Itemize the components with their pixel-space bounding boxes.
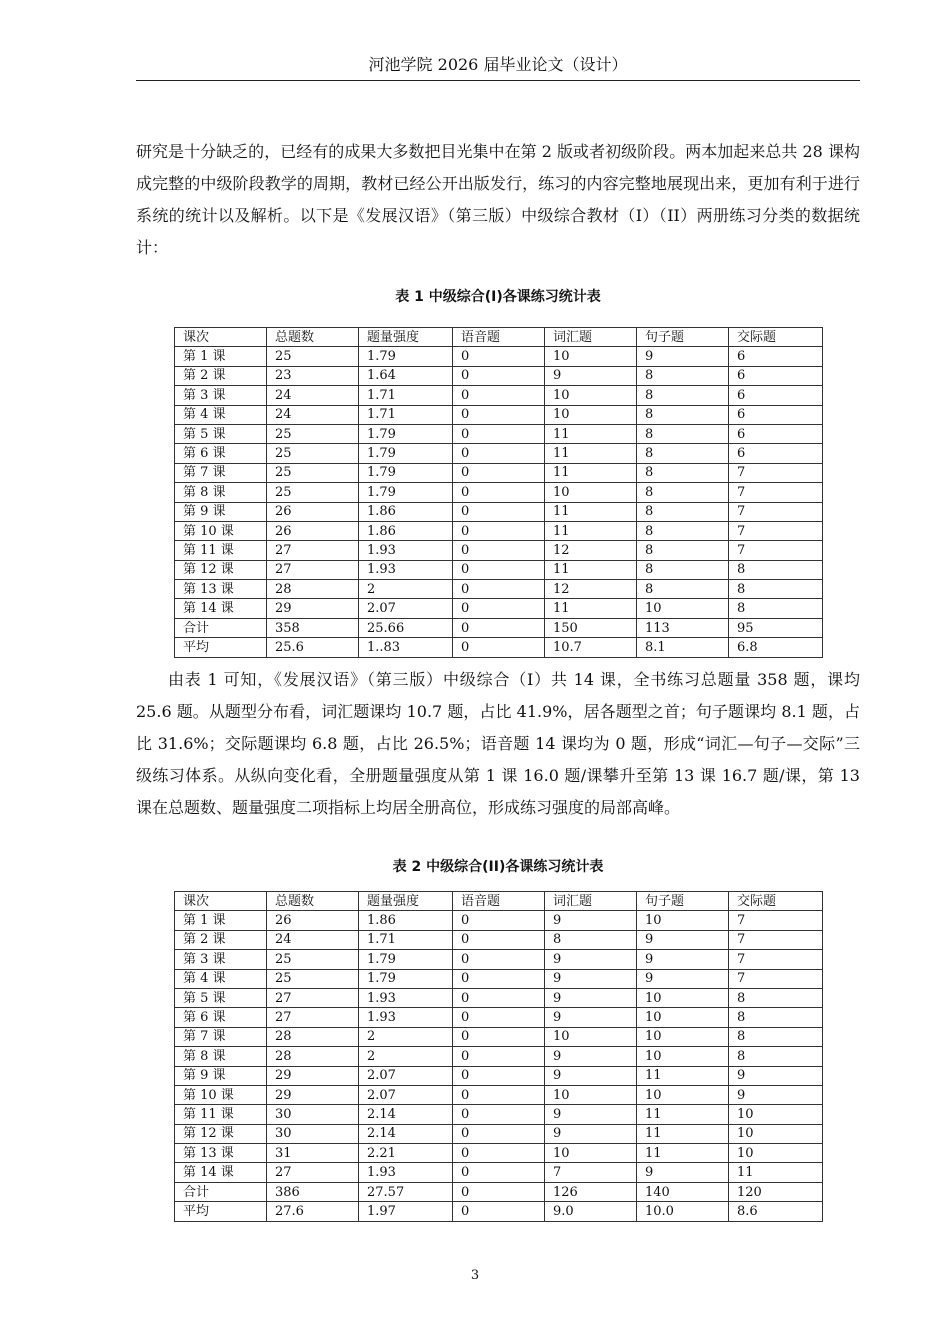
table-cell: 8 [729,560,823,579]
table-cell: 1.93 [359,1008,453,1027]
table-cell: 8 [637,444,729,463]
table-cell: 9 [545,1124,637,1143]
table-cell: 8 [729,1008,823,1027]
table-row [175,618,823,637]
table-cell: 10 [545,1027,637,1046]
table-cell: 第 6 课 [175,1008,267,1027]
table-cell: 第 1 课 [175,347,267,366]
table-cell: 25.6 [267,638,359,657]
table-cell: 10 [545,1144,637,1163]
table-cell: 1.79 [359,347,453,366]
table-cell: 27 [267,560,359,579]
table-cell: 11 [637,1124,729,1143]
table-cell: 1.86 [359,521,453,540]
table1 [174,327,823,658]
table-cell: 10 [729,1124,823,1143]
table-cell: 9 [545,1105,637,1124]
table-cell: 8 [637,560,729,579]
header-cell: 总题数 [267,328,359,347]
table-cell: 95 [729,618,823,637]
table-row [175,988,823,1007]
table-cell: 0 [453,618,545,637]
table-cell: 27.57 [359,1182,453,1201]
table-cell: 2.14 [359,1105,453,1124]
table-cell: 11 [545,463,637,482]
table-row [175,1202,823,1221]
table-cell: 8 [637,405,729,424]
table-cell: 0 [453,1008,545,1027]
table-cell: 第 4 课 [175,405,267,424]
table-cell: 第 14 课 [175,1163,267,1182]
table-cell: 29 [267,599,359,618]
table-cell: 120 [729,1182,823,1201]
table-cell: 1.86 [359,502,453,521]
table-cell: 第 2 课 [175,930,267,949]
table-cell: 0 [453,988,545,1007]
table-cell: 1.64 [359,366,453,385]
table-cell: 11 [637,1066,729,1085]
table-row [175,638,823,657]
table-cell: 10 [729,1105,823,1124]
table-cell: 6 [729,347,823,366]
table-cell: 29 [267,1085,359,1104]
table-cell: 0 [453,366,545,385]
table-cell: 1.79 [359,444,453,463]
table-cell: 第 14 课 [175,599,267,618]
table-row [175,1105,823,1124]
header-cell: 语音题 [453,328,545,347]
table-cell: 0 [453,405,545,424]
table-cell: 第 11 课 [175,541,267,560]
table-cell: 7 [729,969,823,988]
table-cell: 6 [729,444,823,463]
table-cell: 2.21 [359,1144,453,1163]
table-cell: 9 [545,1066,637,1085]
table-cell: 第 3 课 [175,950,267,969]
table-cell: 10 [637,911,729,930]
table-cell: 9 [545,1008,637,1027]
table-cell: 28 [267,580,359,599]
table-cell: 386 [267,1182,359,1201]
header-cell: 题量强度 [359,892,453,911]
table-cell: 25 [267,444,359,463]
table-cell: 8 [637,386,729,405]
table-cell: 第 5 课 [175,988,267,1007]
table-cell: 第 5 课 [175,424,267,443]
table-cell: 9 [545,950,637,969]
table-cell: 9 [545,1047,637,1066]
table-row [175,347,823,366]
table-cell: 第 10 课 [175,521,267,540]
table-header-row [175,328,823,347]
table-cell: 10 [545,347,637,366]
table-cell: 8 [729,1047,823,1066]
table-cell: 11 [637,1105,729,1124]
table-cell: 第 9 课 [175,502,267,521]
analysis-paragraph: 由表 1 可知，《发展汉语》（第三版）中级综合（Ⅰ）共 14 课，全书练习总题量 358 题，课均 25.6 题。从题型分布看，词汇题课均 10.7 题，占比 41.9%，居各题型之首；句子题课均 8.1 题，占比 31.6%；交际题课均 6.8 题，占比 26.5%；语音题 14 课均为 0 题，形成“词汇—句子—交际”三级练习体系。从纵向变化看，全册题量强度从第 1 课 16.0 题/课攀升至第 13 课 16.7 题/课，第 13 课在总题数、题量强度二项指标上均居全册高位，形成练习强度的局部高峰。 [136,670,860,817]
table-cell: 26 [267,911,359,930]
table-cell: 24 [267,930,359,949]
table-cell: 8 [637,463,729,482]
table-cell: 1.97 [359,1202,453,1221]
table2-caption: 表 2 中级综合(II)各课练习统计表 [392,859,604,875]
table-row [175,1124,823,1143]
table-cell: 10 [637,1085,729,1104]
table-cell: 0 [453,580,545,599]
table-cell: 7 [729,521,823,540]
table-cell: 第 7 课 [175,463,267,482]
table-cell: 12 [545,541,637,560]
table-cell: 0 [453,638,545,657]
table-cell: 第 12 课 [175,560,267,579]
table-cell: 8 [637,424,729,443]
table-cell: 26 [267,521,359,540]
table-cell: 150 [545,618,637,637]
table-cell: 29 [267,1066,359,1085]
table-cell: 12 [545,580,637,599]
table-cell: 25.66 [359,618,453,637]
table-row [175,521,823,540]
intro-paragraph: 研究是十分缺乏的，已经有的成果大多数把目光集中在第 2 版或者初级阶段。两本加起来总共 28 课构成完整的中级阶段教学的周期，教材已经公开出版发行，练习的内容完整地展现出来，更加有利于进行系统的统计以及解析。以下是《发展汉语》（第三版）中级综合教材（I）（II）两册练习分类的数据统计： [136,142,860,257]
table-cell: 25 [267,424,359,443]
table-cell: 6 [729,405,823,424]
table-cell: 11 [545,502,637,521]
table-cell: 7 [729,463,823,482]
table-cell: 0 [453,502,545,521]
table-cell: 2.14 [359,1124,453,1143]
table-cell: 0 [453,560,545,579]
table-cell: 8 [637,366,729,385]
table-cell: 8 [729,580,823,599]
table-cell: 0 [453,1182,545,1201]
table-cell: 7 [729,483,823,502]
table-header-row [175,892,823,911]
table-cell: 11 [545,424,637,443]
table-cell: 1.71 [359,405,453,424]
table-cell: 0 [453,1027,545,1046]
table-cell: 28 [267,1047,359,1066]
table-cell: 27 [267,988,359,1007]
table-cell: 2.07 [359,1085,453,1104]
table-cell: 10 [637,1008,729,1027]
header-cell: 句子题 [637,892,729,911]
table-cell: 8 [545,930,637,949]
table-cell: 7 [729,502,823,521]
table-cell: 0 [453,599,545,618]
table-cell: 10 [729,1144,823,1163]
table-cell: 第 8 课 [175,1047,267,1066]
table-cell: 7 [545,1163,637,1182]
header-cell: 词汇题 [545,328,637,347]
table-cell: 27 [267,1163,359,1182]
table-cell: 0 [453,483,545,502]
running-header: 河池学院 2026 届毕业论文（设计） [136,52,860,81]
table-row [175,1066,823,1085]
table-row [175,405,823,424]
table-cell: 9 [545,366,637,385]
table-cell: 0 [453,930,545,949]
table-row [175,969,823,988]
table-cell: 1.79 [359,424,453,443]
table-row [175,1144,823,1163]
table-cell: 第 6 课 [175,444,267,463]
table-cell: 27 [267,541,359,560]
table-cell: 0 [453,1202,545,1221]
table-cell: 0 [453,969,545,988]
table-cell: 9 [637,969,729,988]
table-cell: 25 [267,950,359,969]
table-cell: 24 [267,386,359,405]
table-cell: 0 [453,521,545,540]
table-cell: 9.0 [545,1202,637,1221]
table-cell: 1..83 [359,638,453,657]
table-row [175,444,823,463]
table-cell: 24 [267,405,359,424]
table-cell: 平均 [175,1202,267,1221]
table-cell: 第 13 课 [175,580,267,599]
table-cell: 1.79 [359,969,453,988]
table-cell: 第 2 课 [175,366,267,385]
table-cell: 第 3 课 [175,386,267,405]
table-row [175,1163,823,1182]
table-cell: 合计 [175,618,267,637]
table-cell: 9 [545,988,637,1007]
table-cell: 0 [453,1144,545,1163]
table-cell: 0 [453,1066,545,1085]
page-number: 3 [470,1268,480,1283]
table-cell: 1.93 [359,541,453,560]
table-row [175,1047,823,1066]
table-cell: 9 [545,969,637,988]
table-row [175,1008,823,1027]
table-row [175,1085,823,1104]
table-cell: 9 [637,1163,729,1182]
table-cell: 10 [545,1085,637,1104]
table-row [175,483,823,502]
header-cell: 交际题 [729,892,823,911]
table-cell: 2 [359,580,453,599]
table-cell: 0 [453,386,545,405]
table-cell: 1.93 [359,560,453,579]
table-cell: 9 [637,950,729,969]
table-cell: 1.93 [359,988,453,1007]
table-cell: 27.6 [267,1202,359,1221]
table-cell: 8 [637,521,729,540]
table-cell: 9 [637,930,729,949]
table-cell: 8 [637,541,729,560]
table-cell: 27 [267,1008,359,1027]
table-cell: 358 [267,618,359,637]
table-row [175,1027,823,1046]
table-cell: 8 [637,483,729,502]
table-cell: 11 [637,1144,729,1163]
table-cell: 10 [637,1047,729,1066]
table-cell: 30 [267,1124,359,1143]
table-cell: 140 [637,1182,729,1201]
table-cell: 1.93 [359,1163,453,1182]
table-cell: 11 [545,560,637,579]
table-cell: 1.79 [359,483,453,502]
header-cell: 题量强度 [359,328,453,347]
table-cell: 8 [637,502,729,521]
table-cell: 10.7 [545,638,637,657]
table-cell: 25 [267,347,359,366]
table-cell: 25 [267,483,359,502]
header-cell: 课次 [175,328,267,347]
table-cell: 合计 [175,1182,267,1201]
table-cell: 10 [545,405,637,424]
table-row [175,541,823,560]
table-row [175,930,823,949]
header-cell: 交际题 [729,328,823,347]
table-cell: 31 [267,1144,359,1163]
table-cell: 0 [453,347,545,366]
table-cell: 113 [637,618,729,637]
table-row [175,463,823,482]
table-cell: 10 [637,1027,729,1046]
table-cell: 第 11 课 [175,1105,267,1124]
table-cell: 10 [545,483,637,502]
table-cell: 第 12 课 [175,1124,267,1143]
header-cell: 词汇题 [545,892,637,911]
table-cell: 28 [267,1027,359,1046]
table-cell: 10 [637,988,729,1007]
header-cell: 总题数 [267,892,359,911]
table-cell: 1.79 [359,950,453,969]
table-cell: 0 [453,1124,545,1143]
header-cell: 句子题 [637,328,729,347]
table-cell: 8.6 [729,1202,823,1221]
table-cell: 10 [545,386,637,405]
table-cell: 25 [267,463,359,482]
table-cell: 2 [359,1027,453,1046]
table-cell: 10 [637,599,729,618]
table-row [175,560,823,579]
table-cell: 26 [267,502,359,521]
table-cell: 0 [453,950,545,969]
table-cell: 9 [729,1066,823,1085]
table-cell: 7 [729,541,823,560]
table-cell: 1.86 [359,911,453,930]
table-row [175,580,823,599]
table-cell: 6.8 [729,638,823,657]
table-cell: 第 13 课 [175,1144,267,1163]
table-cell: 0 [453,1085,545,1104]
table-cell: 10.0 [637,1202,729,1221]
table-row [175,599,823,618]
table-row [175,424,823,443]
table-row [175,911,823,930]
table-cell: 平均 [175,638,267,657]
table-cell: 2.07 [359,599,453,618]
table-row [175,1182,823,1201]
table-cell: 11 [545,599,637,618]
table-cell: 7 [729,911,823,930]
table-cell: 8 [729,599,823,618]
table-cell: 第 4 课 [175,969,267,988]
table-cell: 9 [637,347,729,366]
table-cell: 6 [729,366,823,385]
table-row [175,950,823,969]
header-cell: 课次 [175,892,267,911]
table-cell: 1.79 [359,463,453,482]
table-cell: 7 [729,930,823,949]
table-cell: 第 9 课 [175,1066,267,1085]
table-cell: 2.07 [359,1066,453,1085]
table-cell: 30 [267,1105,359,1124]
table-cell: 1.71 [359,386,453,405]
table-cell: 7 [729,950,823,969]
table-cell: 25 [267,969,359,988]
table-cell: 0 [453,1105,545,1124]
table-cell: 0 [453,424,545,443]
table-cell: 11 [729,1163,823,1182]
table-cell: 6 [729,386,823,405]
table-cell: 126 [545,1182,637,1201]
table-cell: 第 8 课 [175,483,267,502]
table-cell: 0 [453,444,545,463]
table-row [175,502,823,521]
table-cell: 2 [359,1047,453,1066]
table-cell: 23 [267,366,359,385]
table-cell: 9 [729,1085,823,1104]
table-cell: 8 [637,580,729,599]
table-cell: 0 [453,1047,545,1066]
table-cell: 0 [453,911,545,930]
table-cell: 第 10 课 [175,1085,267,1104]
table-cell: 8.1 [637,638,729,657]
table-cell: 11 [545,444,637,463]
table-row [175,386,823,405]
table-cell: 0 [453,541,545,560]
table-cell: 11 [545,521,637,540]
header-cell: 语音题 [453,892,545,911]
table-cell: 第 7 课 [175,1027,267,1046]
table-cell: 9 [545,911,637,930]
table-cell: 8 [729,1027,823,1046]
table-cell: 第 1 课 [175,911,267,930]
table1-caption: 表 1 中级综合(I)各课练习统计表 [395,289,601,305]
table-row [175,366,823,385]
table-cell: 8 [729,988,823,1007]
table-cell: 0 [453,1163,545,1182]
table-cell: 0 [453,463,545,482]
table-cell: 6 [729,424,823,443]
table2 [174,891,823,1222]
table-cell: 1.71 [359,930,453,949]
